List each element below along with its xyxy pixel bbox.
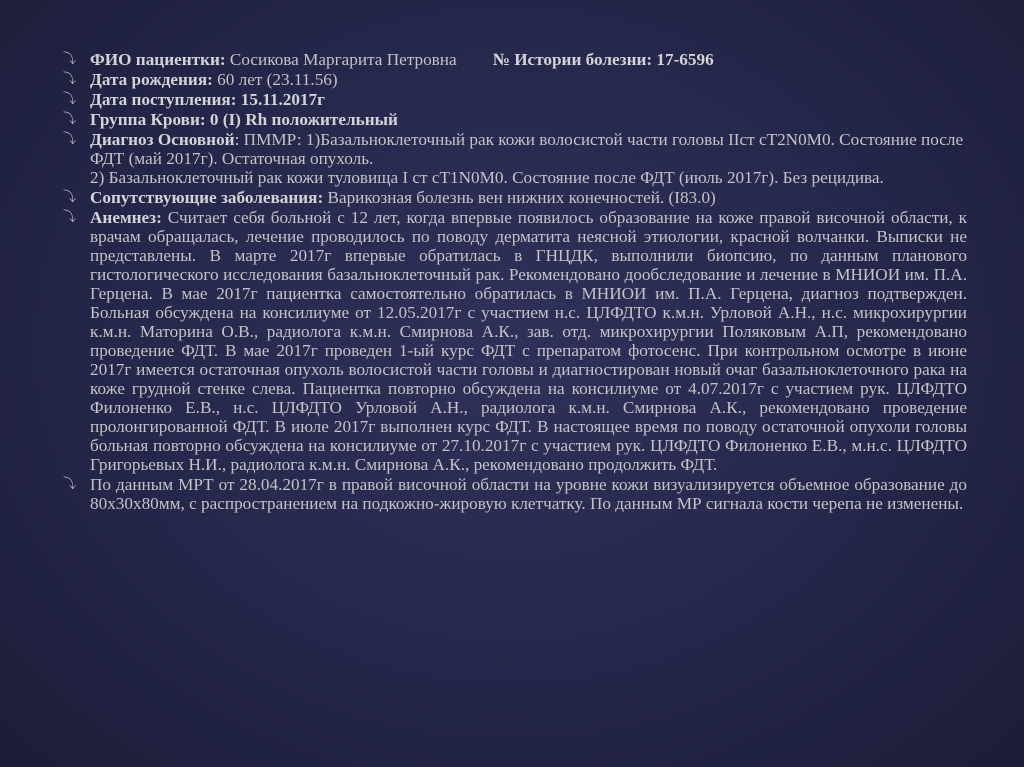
main-diagnosis-value: : ПММР: 1)Базальноклеточный рак кожи волосистой части головы IIст cT2N0M0. Состояние после ФДТ (май 2017г). Остаточная опухоль. [90, 130, 964, 168]
main-diagnosis-label: Диагноз Основной [90, 130, 235, 149]
comorbidities-label: Сопутствующие заболевания: [90, 188, 324, 207]
birth-date-value: 60 лет (23.11.56) [212, 70, 338, 89]
bullet-arrow-icon: ⤵ [63, 190, 77, 205]
patient-info-list [63, 50, 967, 514]
bullet-arrow-icon: ⤵ [63, 72, 77, 87]
list-item-blood-group [63, 110, 967, 129]
admission-date-label: Дата поступления: 15.11.2017г [90, 90, 325, 109]
birth-date-label: Дата рождения: [90, 70, 213, 89]
comorbidities-value: Варикозная болезнь вен нижних конечностей. (I83.0) [323, 188, 716, 207]
mri-value: По данным МРТ от 28.04.2017г в правой височной области на уровне кожи визуализируется объемное образование до 80х30х80мм, с распространением на подкожно-жировую клетчатку. По данным МР сигнала кости черепа не изменены. [90, 475, 967, 513]
main-diagnosis-line2: 2) Базальноклеточный рак кожи туловища I ст cT1N0M0. Состояние после ФДТ (июль 2017г). Без рецидива. [90, 168, 884, 187]
list-item-mri [63, 475, 967, 513]
list-item-comorbidities [63, 188, 967, 207]
bullet-arrow-icon: ⤵ [63, 477, 77, 492]
bullet-arrow-icon: ⤵ [63, 92, 77, 107]
anamnesis-value: Считает себя больной с 12 лет, когда впервые появилось образование на коже правой височной области, к врачам обращалась, лечение проводилось по поводу дерматита неясной этиологии, красной волчанки. Выписки не представлены. В марте 2017г впервые обратилась в ГНЦДК, выполнили биопсию, по данным планового гистологического исследования базальноклеточный рак. Рекомендовано дообследование и лечение в МНИОИ им. П.А. Герцена. В мае 2017г пациентка самостоятельно обратилась в МНИОИ им. П.А. Герцена, диагноз подтвержден. Больная обсуждена на консилиуме от 12.05.2017г с участием н.с. ЦЛФДТО к.м.н. Урловой А.Н., н.с. микрохирургии к.м.н. Маторина О.В., радиолога к.м.н. Смирнова А.К., зав. отд. микрохирургии Поляковым А.П, рекомендовано проведение ФДТ. В мае 2017г проведен 1-ый курс ФДТ с препаратом фотосенс. При контрольном осмотре в июне 2017г имеется остаточная опухоль волосистой части головы и диагностирован новый очаг базальноклеточного рака на коже грудной стенке слева. Пациентка повторно обсуждена на консилиуме от 4.07.2017г с участием рук. ЦЛФДТО Филоненко Е.В., н.с. ЦЛФДТО Урловой А.Н., радиолога к.м.н. Смирнова А.К., рекомендовано проведение пролонгированной ФДТ. В июле 2017г выполнен курс ФДТ. В настоящее время по поводу остаточной опухоли головы больная повторно обсуждена на консилиуме от 27.10.2017г с участием рук. ЦЛФДТО Филоненко Е.В., м.н.с. ЦЛФДТО Григорьевых Н.И., радиолога к.м.н. Смирнова А.К., рекомендовано продолжить ФДТ. [90, 208, 967, 474]
patient-name-value: Сосикова Маргарита Петровна [225, 50, 457, 69]
patient-name-label: ФИО пациентки: [90, 50, 226, 69]
bullet-arrow-icon: ⤵ [63, 52, 77, 67]
list-item-patient-name [63, 50, 967, 69]
bullet-arrow-icon: ⤵ [63, 210, 77, 225]
blood-group-label: Группа Крови: 0 (I) Rh положительный [90, 110, 398, 129]
list-item-main-diagnosis [63, 130, 967, 187]
list-item-anamnesis [63, 208, 967, 474]
bullet-arrow-icon: ⤵ [63, 112, 77, 127]
list-item-admission-date [63, 90, 967, 109]
list-item-birth-date [63, 70, 967, 89]
bullet-arrow-icon: ⤵ [63, 132, 77, 147]
anamnesis-label: Анемнез: [90, 208, 162, 227]
history-number-label: № Истории болезни: 17-6596 [492, 50, 714, 69]
